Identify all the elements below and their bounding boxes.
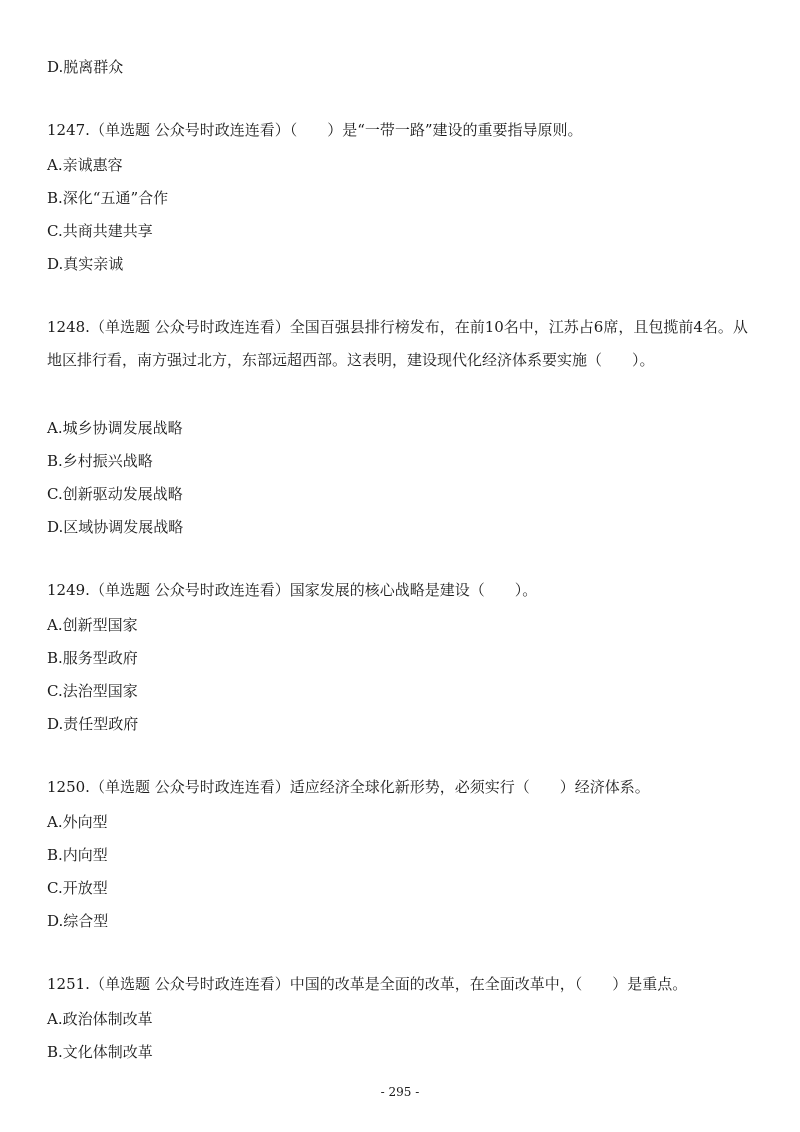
option-c: C.创新驱动发展战略 [47, 485, 183, 503]
option-a: A.城乡协调发展战略 [47, 419, 183, 437]
question-stem: 1247.（单选题 公众号时政连连看）（ ）是“一带一路”建设的重要指导原则。 [47, 121, 583, 139]
option-b: B.服务型政府 [47, 649, 138, 667]
option-a: A.亲诚惠容 [47, 156, 123, 174]
option-a: A.外向型 [47, 813, 108, 831]
option-a: A.创新型国家 [47, 616, 138, 634]
option-d: D.真实亲诚 [47, 255, 124, 273]
option-d: D.责任型政府 [47, 715, 139, 733]
option-c: C.共商共建共享 [47, 222, 153, 240]
page-number: - 295 - [380, 1085, 420, 1099]
option-c: C.开放型 [47, 879, 108, 897]
question-stem: 1248.（单选题 公众号时政连连看）全国百强县排行榜发布，在前10名中，江苏占6席，且包揽前4名。从地区排行看，南方强过北方，东部远超西部。这表明，建设现代化经济体系要实施（ ）。 [47, 318, 748, 369]
option-d: D.综合型 [47, 912, 109, 930]
question-stem: 1251.（单选题 公众号时政连连看）中国的改革是全面的改革，在全面改革中，（ ）是重点。 [47, 975, 688, 993]
previous-question-option-d: D.脱离群众 [47, 58, 124, 76]
option-b: B.深化“五通”合作 [47, 189, 169, 207]
option-b: B.文化体制改革 [47, 1043, 153, 1061]
option-b: B.乡村振兴战略 [47, 452, 153, 470]
question-stem: 1250.（单选题 公众号时政连连看）适应经济全球化新形势，必须实行（ ）经济体系。 [47, 778, 650, 796]
option-d: D.区域协调发展战略 [47, 518, 184, 536]
option-a: A.政治体制改革 [47, 1010, 153, 1028]
question-stem: 1249.（单选题 公众号时政连连看）国家发展的核心战略是建设（ ）。 [47, 581, 538, 599]
option-b: B.内向型 [47, 846, 108, 864]
option-c: C.法治型国家 [47, 682, 138, 700]
